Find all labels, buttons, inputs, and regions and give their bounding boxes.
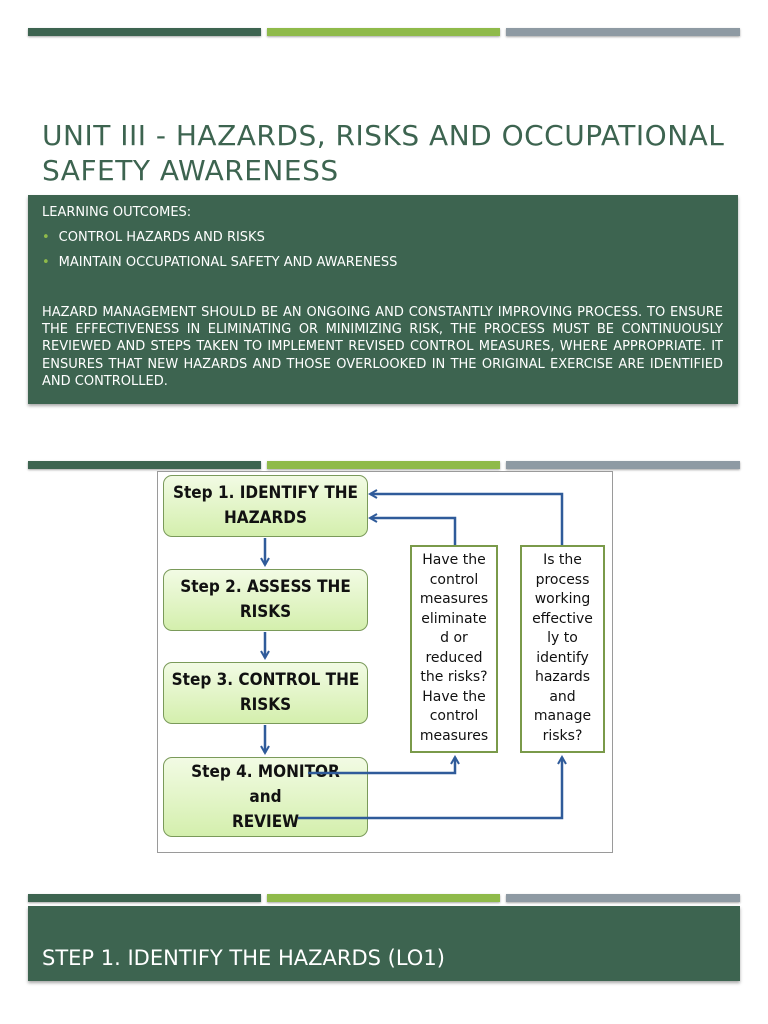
accent-segment-green	[267, 461, 500, 469]
arrow-question1-to-step1	[370, 518, 455, 545]
outcome-text: MAINTAIN OCCUPATIONAL SAFETY AND AWARENESS	[58, 255, 398, 270]
hazard-management-diagram	[157, 471, 613, 853]
step1-slide-title: STEP 1. IDENTIFY THE HAZARDS (LO1)	[42, 946, 445, 970]
step-2-box: Step 2. ASSESS THE RISKS	[163, 569, 368, 631]
step-1-box: Step 1. IDENTIFY THE HAZARDS	[163, 475, 368, 537]
accent-segment-gray	[506, 894, 740, 902]
learning-outcomes-heading: LEARNING OUTCOMES:	[42, 205, 192, 220]
arrow-question2-to-step1	[370, 494, 562, 545]
learning-outcomes-panel	[28, 195, 738, 404]
accent-segment-dark	[28, 461, 261, 469]
top-accent-bar	[28, 28, 740, 36]
accent-segment-green	[267, 28, 500, 36]
outcome-text: CONTROL HAZARDS AND RISKS	[58, 230, 265, 245]
bottom-accent-bar	[28, 894, 740, 902]
accent-segment-green	[267, 894, 500, 902]
accent-segment-gray	[506, 461, 740, 469]
accent-segment-dark	[28, 894, 261, 902]
question-box-controls: Have the control measures eliminate d or reduced the risks? Have the control measures	[410, 545, 498, 753]
accent-segment-gray	[506, 28, 740, 36]
step1-title-panel	[28, 906, 740, 981]
bullet-icon: •	[42, 230, 50, 245]
outcome-item	[42, 255, 397, 270]
bullet-icon: •	[42, 255, 50, 270]
step-3-box: Step 3. CONTROL THE RISKS	[163, 662, 368, 724]
slide-title: UNIT III - HAZARDS, RISKS AND OCCUPATIONAL SAFETY AWARENESS	[42, 119, 725, 187]
hazard-management-paragraph: HAZARD MANAGEMENT SHOULD BE AN ONGOING AND CONSTANTLY IMPROVING PROCESS. TO ENSURE THE EFFECTIVENESS IN ELIMINATING OR MINIMIZING RISK, THE PROCESS MUST BE CONTINUOUSLY REVIEWED AND STEPS TAKEN TO IMPLEMENT REVISED CONTROL MEASURES, WHERE APPROPRIATE. IT ENSURES THAT NEW HAZARDS AND THOSE OVERLOOKED IN THE ORIGINAL EXERCISE ARE IDENTIFIED AND CONTROLLED.	[42, 305, 723, 389]
middle-accent-bar	[28, 461, 740, 469]
outcome-item	[42, 230, 265, 245]
question-box-process: Is the process working effective ly to identify hazards and manage risks?	[520, 545, 605, 753]
accent-segment-dark	[28, 28, 261, 36]
step-4-box: Step 4. MONITOR and REVIEW	[163, 757, 368, 837]
